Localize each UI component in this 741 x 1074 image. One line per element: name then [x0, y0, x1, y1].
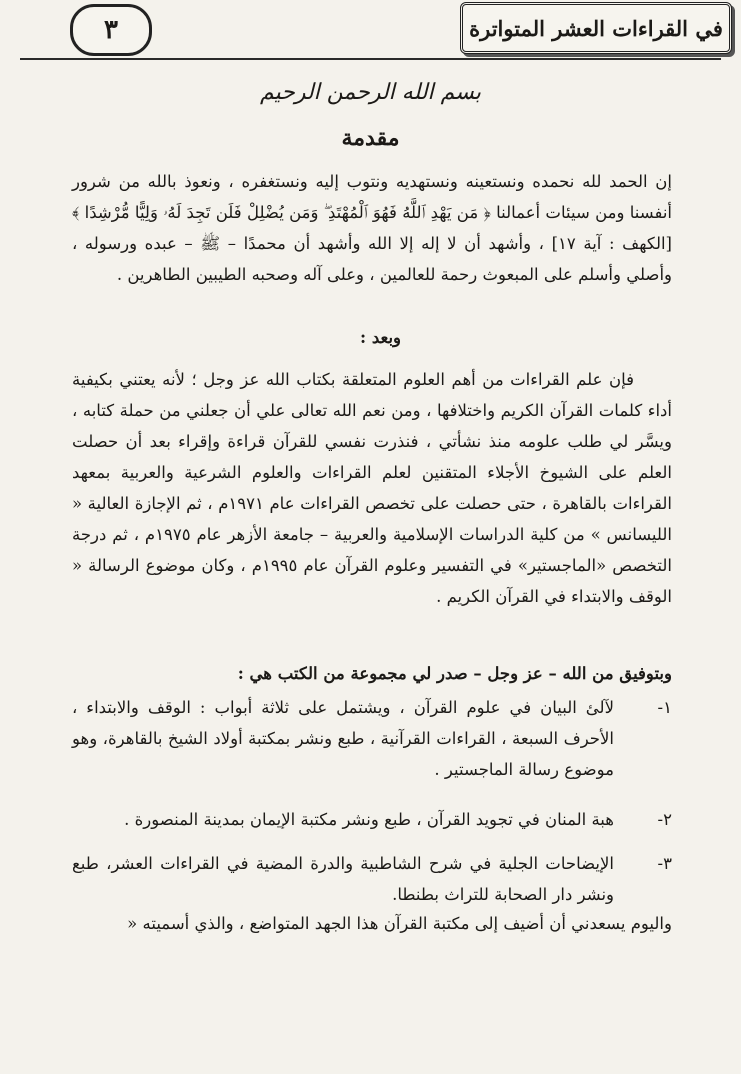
book-list-item	[72, 692, 672, 785]
book-list-item	[72, 804, 672, 835]
body-paragraph: فإن علم القراءات من أهم العلوم المتعلقة بكتاب الله عز وجل ؛ لأنه يعتني بكيفية أداء كلمات القرآن الكريم واختلافها ، ومن نعم الله تعالى علي أن جعلني من حملة كتابه ، ويسَّر لي طلب علومه منذ نشأتي ، فنذرت نفسي للقرآن قراءة وإقراء بعد أن حصلت العلم على الشيوخ الأجلاء المتقنين لعلم القراءات والعلوم الشرعية والعربية بمعهد القراءات بالقاهرة ، حتى حصلت على تخصص القراءات عام ١٩٧١م ، ثم الإجازة العالية « الليسانس » من كلية الدراسات الإسلامية والعربية – جامعة الأزهر عام ١٩٧٥م ، ثم درجة التخصص «الماجستير» في التفسير وعلوم القرآن عام ١٩٩٥م ، وكان موضوع الرسالة « الوقف والابتداء في القرآن الكريم .	[72, 370, 672, 606]
list-item-number: ٣-	[657, 854, 672, 873]
basmala: بسم الله الرحمن الرحيم	[259, 80, 482, 105]
book-list-item	[72, 848, 672, 910]
header-divider	[20, 58, 721, 60]
list-item-number: ١-	[657, 698, 672, 717]
running-title: في القراءات العشر المتواترة	[460, 2, 732, 54]
list-item-text: هبة المنان في تجويد القرآن ، طبع ونشر مكتبة الإيمان بمدينة المنصورة .	[124, 810, 614, 829]
intro-paragraph: إن الحمد لله نحمده ونستعينه ونستهديه ونتوب إليه ونستغفره ، ونعوذ بالله من شرور أنفسنا ومن سيئات أعمالنا ﴿ مَن يَهْدِ ٱللَّهُ فَهُوَ ٱلْمُهْتَدِ ۖ وَمَن يُضْلِلْ فَلَن تَجِدَ لَهُۥ وَلِيًّا مُّرْشِدًا ﴾ [الكهف : آية ١٧] ، وأشهد أن لا إله إلا الله وأشهد أن محمدًا – ﷺ – عبده ورسوله ، وأصلي وأسلم على المبعوث رحمة للعالمين ، وعلى آله وصحبه الطيبين الطاهرين .	[72, 172, 672, 284]
list-item-number: ٢-	[657, 810, 672, 829]
closing-paragraph: واليوم يسعدني أن أضيف إلى مكتبة القرآن هذا الجهد المتواضع ، والذي أسميته «	[127, 914, 672, 933]
page-number: ٣	[70, 4, 152, 56]
list-item-text: لآلئ البيان في علوم القرآن ، ويشتمل على ثلاثة أبواب : الوقف والابتداء ، الأحرف السبعة ، القراءات القرآنية ، طبع ونشر بمكتبة أولاد الشيخ بالقاهرة، وهو موضوع رسالة الماجستير .	[72, 698, 614, 779]
section-label: وبعد :	[359, 328, 402, 347]
list-item-text: الإيضاحات الجلية في شرح الشاطبية والدرة المضية في القراءات العشر، طبع ونشر دار الصحابة للتراث بطنطا.	[72, 854, 614, 904]
page-title: مقدمة	[341, 125, 400, 151]
books-intro: وبتوفيق من الله – عز وجل – صدر لي مجموعة من الكتب هي :	[237, 664, 672, 683]
